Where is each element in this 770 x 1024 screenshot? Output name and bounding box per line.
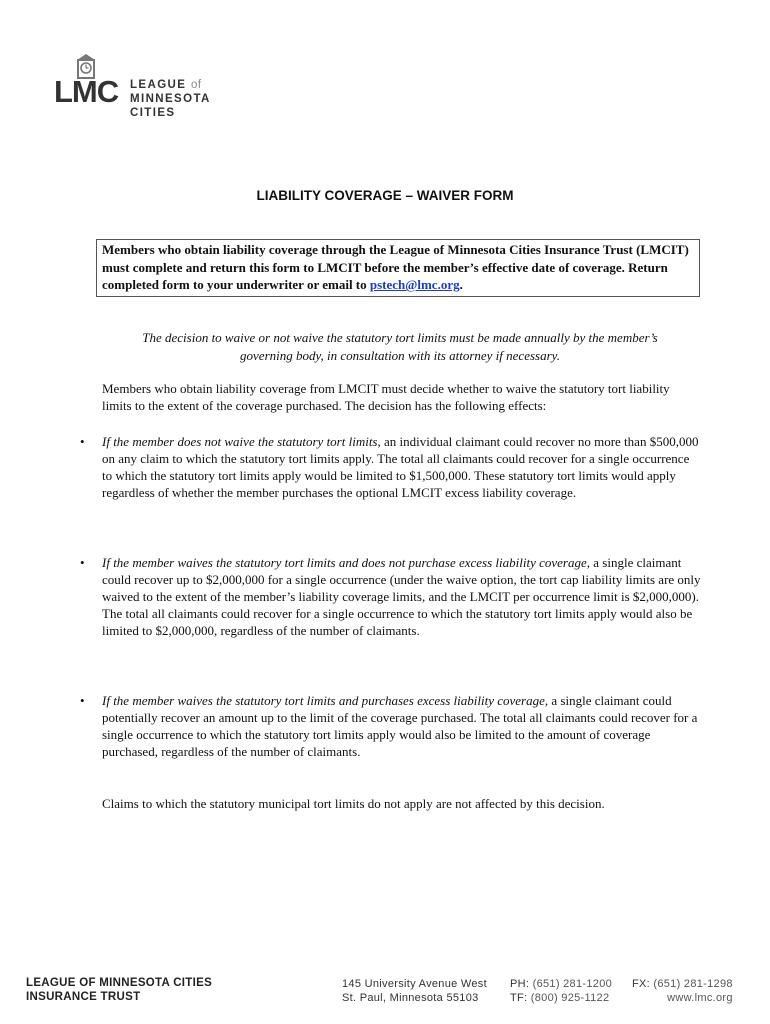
bullet-text: , a single claimant could potentially recover an amount up to the limit of the coverage purchased. The total all claimants could recover for a single occurrence to which the statutory tort limits apply would also be limited to the amount of coverage purchased, regardless of the number of claimants. bbox=[102, 693, 698, 759]
bullet-text: , a single claimant could recover up to $2,000,000 for a single occurrence (under the waive option, the tort cap liability limits are only waived to the extent of the member’s liability coverage limits, and the LMCIT per occurrence limit is $2,000,000). The total all claimants could recover for a single occurrence to which the statutory tort limits apply would also be limited to $2,000,000, regardless of the number of claimants. bbox=[102, 555, 701, 638]
bullet-lead: If the member does not waive the statutory tort limits bbox=[102, 434, 378, 449]
website-link[interactable]: www.lmc.org bbox=[667, 992, 733, 1004]
logo-line1: LEAGUE bbox=[130, 79, 187, 91]
notice-text: Members who obtain liability coverage through the League of Minnesota Cities Insurance Trust (LMCIT) must complete and return this form to LMCIT before the member’s effective date of coverage. Return completed form to your underwriter or email to bbox=[102, 242, 689, 292]
bullet-lead: If the member waives the statutory tort limits and purchases excess liability coverage bbox=[102, 693, 545, 708]
bullet-lead: If the member waives the statutory tort limits and does not purchase excess liability coverage bbox=[102, 555, 587, 570]
list-item bbox=[80, 554, 702, 639]
footer-phones bbox=[510, 977, 612, 1005]
notice-box bbox=[96, 239, 700, 297]
footer bbox=[0, 974, 770, 1014]
bullet-icon: • bbox=[80, 555, 85, 570]
fax-value: (651) 281-1298 bbox=[653, 978, 733, 990]
footer-org-line2: INSURANCE TRUST bbox=[26, 991, 141, 1003]
page-title: LIABILITY COVERAGE – WAIVER FORM bbox=[256, 188, 514, 203]
bullet-icon: • bbox=[80, 434, 85, 449]
list-item bbox=[80, 433, 702, 501]
closing-paragraph: Claims to which the statutory municipal tort limits do not apply are not affected by this decision. bbox=[102, 796, 605, 811]
logo-initials: LMC bbox=[54, 74, 119, 109]
email-link[interactable]: pstech@lmc.org bbox=[369, 277, 460, 292]
lmc-logo bbox=[54, 54, 234, 124]
intro-paragraph: Members who obtain liability coverage from LMCIT must decide whether to waive the statutory tort liability limits to the extent of the coverage purchased. The decision has the following effects: bbox=[102, 381, 670, 413]
tollfree-label: TF: bbox=[510, 992, 528, 1004]
bullet-icon: • bbox=[80, 693, 85, 708]
phone-label: PH: bbox=[510, 978, 530, 990]
logo-wordmark bbox=[130, 78, 211, 120]
phone-value: (651) 281-1200 bbox=[532, 978, 613, 990]
list-item bbox=[80, 692, 702, 760]
fax-label: FX: bbox=[632, 978, 651, 990]
footer-address-line1: 145 University Avenue West bbox=[342, 978, 487, 990]
decision-note: The decision to waive or not waive the statutory tort limits must be made annually by the member’s governing body, in consultation with its attorney if necessary. bbox=[142, 330, 658, 363]
tollfree-value: (800) 925-1122 bbox=[530, 992, 610, 1004]
bullet-text: , an individual claimant could recover no more than $500,000 on any claim to which the statutory tort limits apply. The total all claimants could recover for a single occurrence to which the statutory tort limits apply would be limited to $1,500,000. These statutory tort limits would apply regardless of whether the member purchases the optional LMCIT excess liability coverage. bbox=[102, 434, 699, 500]
footer-address-line2: St. Paul, Minnesota 55103 bbox=[342, 992, 479, 1004]
logo-line1-suffix: of bbox=[190, 79, 202, 91]
footer-address bbox=[342, 977, 487, 1005]
logo-line2: MINNESOTA bbox=[130, 93, 211, 105]
footer-fax-web bbox=[632, 977, 733, 1005]
footer-org-line1: LEAGUE OF MINNESOTA CITIES bbox=[26, 977, 213, 989]
footer-org bbox=[26, 976, 212, 1004]
notice-end: . bbox=[459, 277, 463, 292]
logo-line3: CITIES bbox=[130, 107, 176, 119]
